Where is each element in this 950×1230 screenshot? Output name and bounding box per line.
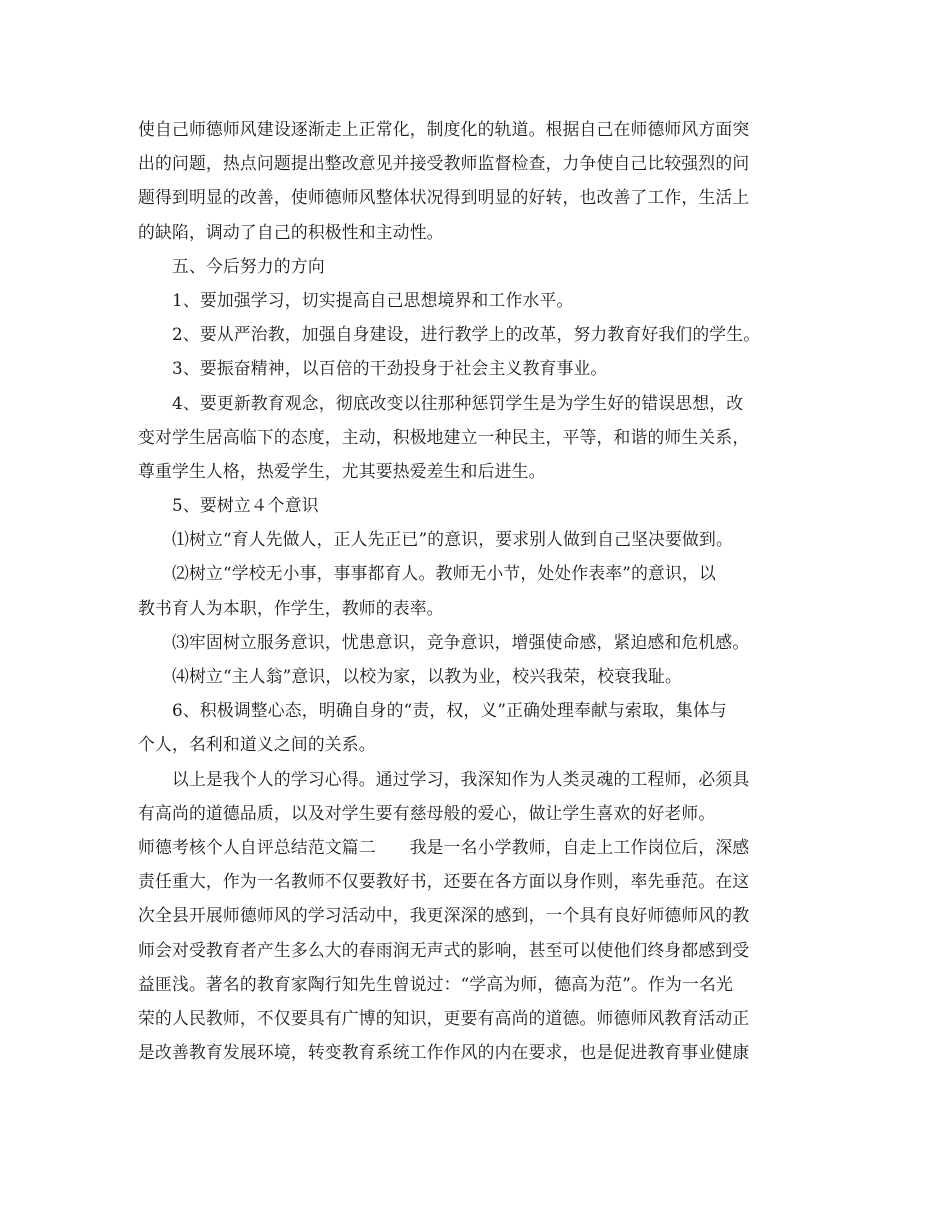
text-line: 有高尚的道德品质，以及对学生要有慈母般的爱心，做让学生喜欢的好老师。 (138, 802, 716, 823)
text-line: 的缺陷，调动了自己的积极性和主动性。 (138, 221, 444, 242)
text-line: 5、要树立４个意识 (172, 495, 319, 516)
text-line: ⑴树立“育人先做人，正人先正已”的意识，要求别人做到自己坚决要做到。 (172, 529, 733, 550)
text-line: 以上是我个人的学习心得。通过学习，我深知作为人类灵魂的工程师，必须具 (172, 768, 750, 789)
text-line: 出的问题，热点问题提出整改意见并接受教师监督检查，力争使自己比较强烈的问 (138, 153, 750, 174)
text-line: ⑵树立“学校无小事，事事都育人。教师无小节，处处作表率”的意识，以 (172, 563, 716, 584)
text-line: 1、要加强学习，切实提高自己思想境界和工作水平。 (172, 289, 574, 310)
document-body (138, 112, 814, 1069)
text-line: 师会对受教育者产生多么大的春雨润无声式的影响，甚至可以使他们终身都感到受 (138, 939, 750, 960)
text-line: 次全县开展师德师风的学习活动中，我更深深的感到，一个具有良好师德师风的教 (138, 905, 750, 926)
text-line: 是改善教育发展环境，转变教育系统工作作风的内在要求，也是促进教育事业健康 (138, 1042, 750, 1063)
text-line: 五、今后努力的方向 (172, 255, 325, 276)
text-line: 2、要从严治教，加强自身建设，进行教学上的改革，努力教育好我们的学生。 (172, 324, 761, 345)
text-line: 师德考核个人自评总结范文篇二 我是一名小学教师，自走上工作岗位后，深感 (138, 836, 750, 857)
text-line: 4、要更新教育观念，彻底改变以往那种惩罚学生是为学生好的错误思想，改 (172, 392, 744, 413)
text-line: 个人，名利和道义之间的关系。 (138, 734, 376, 755)
text-line: ⑷树立“主人翁”意识，以校为家，以教为业，校兴我荣，校衰我耻。 (172, 666, 683, 686)
text-line: 益匪浅。著名的教育家陶行知先生曾说过：“学高为师，德高为范”。作为一名光 (138, 973, 733, 994)
text-line: 变对学生居高临下的态度，主动，积极地建立一种民主，平等，和谐的师生关系， (138, 426, 750, 447)
text-line: 题得到明显的改善，使师德师风整体状况得到明显的好转，也改善了工作，生活上 (138, 187, 750, 208)
text-line: 使自己师德师风建设逐渐走上正常化，制度化的轨道。根据自己在师德师风方面突 (138, 119, 750, 139)
text-line: 荣的人民教师，不仅要具有广博的知识，更要有高尚的道德。师德师风教育活动正 (138, 1007, 750, 1028)
text-line: 3、要振奋精神，以百倍的干劲投身于社会主义教育事业。 (172, 358, 608, 379)
text-line: 尊重学生人格，热爱学生，尤其要热爱差生和后进生。 (138, 460, 546, 481)
text-line: 责任重大，作为一名教师不仅要教好书，还要在各方面以身作则，率先垂范。在这 (138, 871, 750, 892)
text-line: ⑶牢固树立服务意识，忧患意识，竞争意识，增强使命感，紧迫感和危机感。 (172, 631, 750, 652)
text-line: 6、积极调整心态，明确自身的“责，权，义”正确处理奉献与索取，集体与 (172, 700, 727, 721)
text-line: 教书育人为本职，作学生，教师的表率。 (138, 597, 444, 618)
